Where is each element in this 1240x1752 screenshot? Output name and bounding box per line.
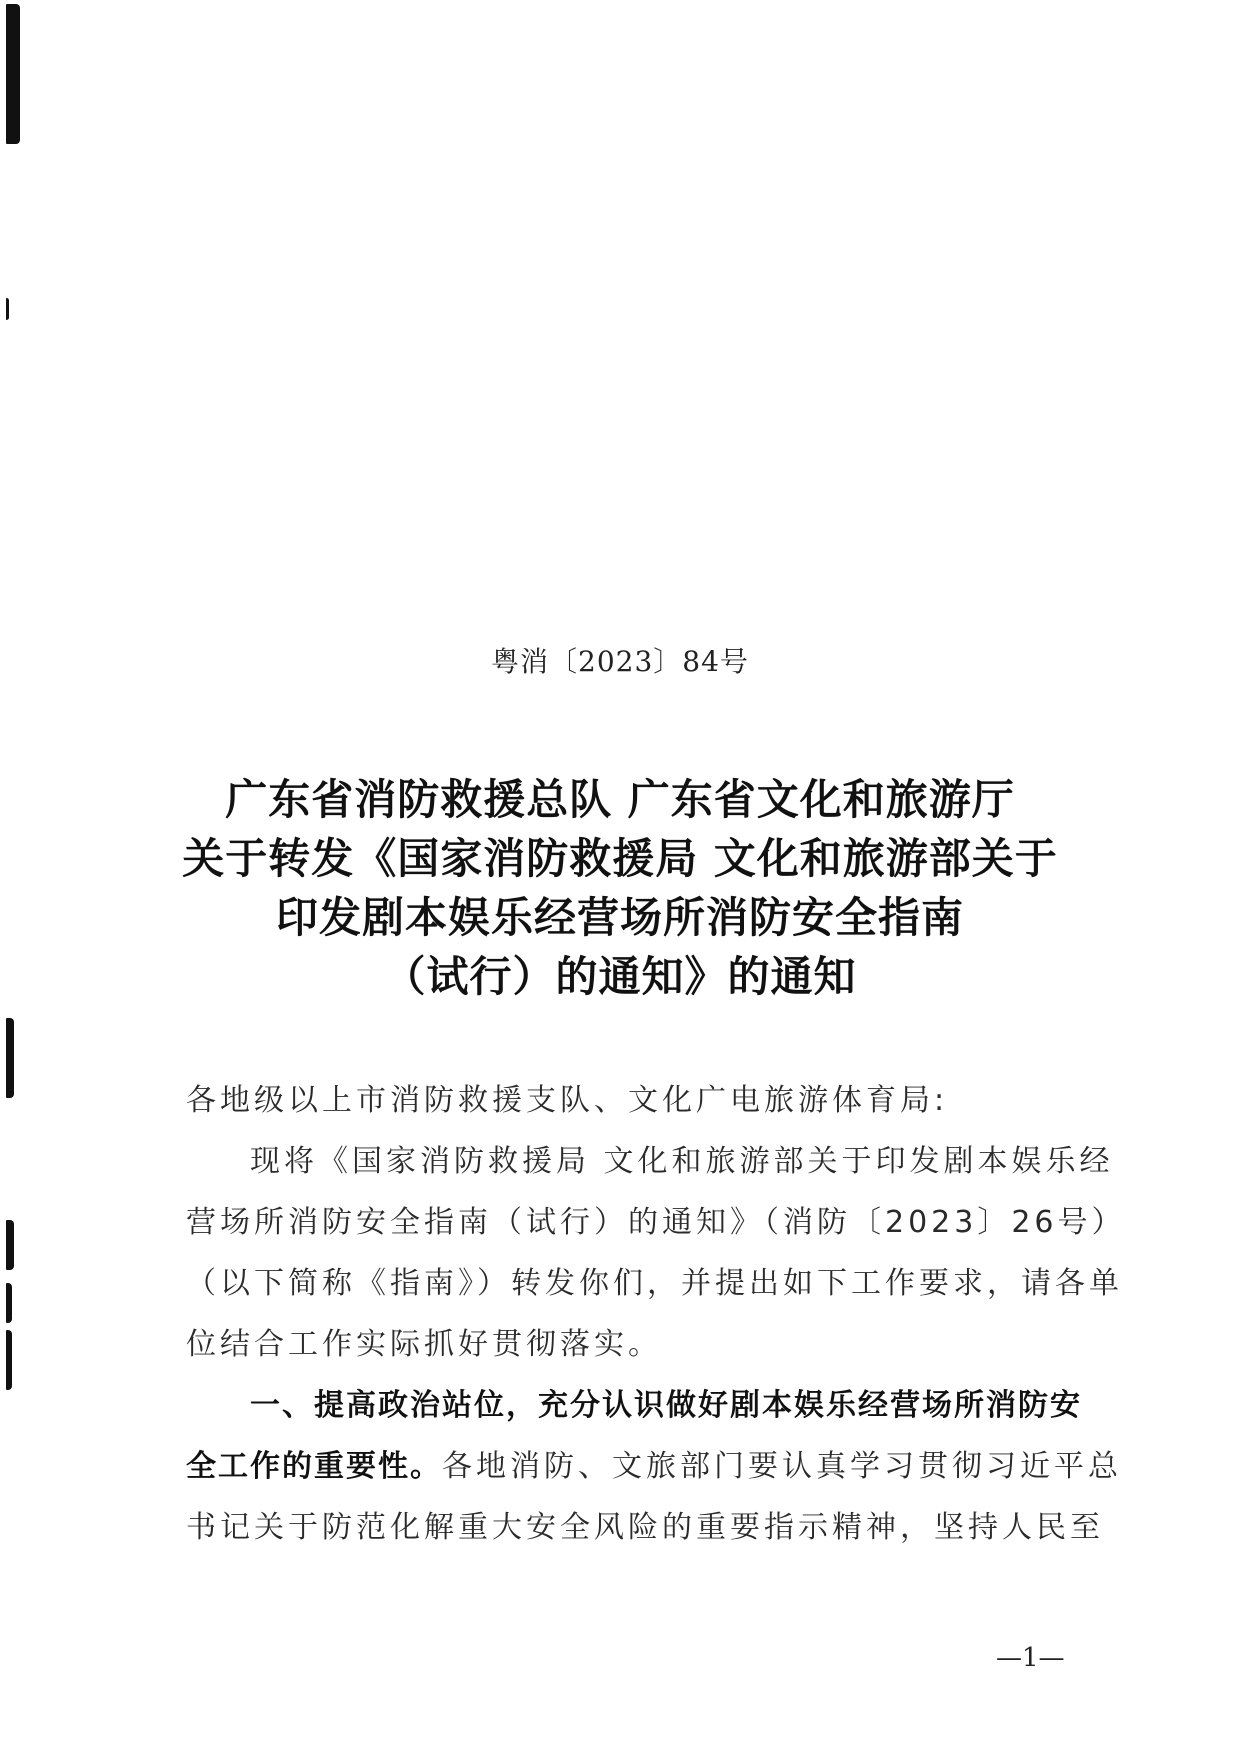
paragraph-1-line-4: 位结合工作实际抓好贯彻落实。 bbox=[186, 1327, 662, 1362]
title-line-4: （试行）的通知》的通知 bbox=[383, 952, 857, 1001]
paragraph-1-line-3: （以下简称《指南》）转发你们，并提出如下工作要求，请各单 bbox=[186, 1266, 1123, 1301]
section-1-line-2 bbox=[186, 1436, 1122, 1497]
title-line-1: 广东省消防救援总队 广东省文化和旅游厅 bbox=[225, 775, 1015, 824]
scan-edge-artifact-top bbox=[6, 4, 20, 144]
section-1-line-3: 书记关于防范化解重大安全风险的重要指示精神，坚持人民至 bbox=[186, 1510, 1104, 1545]
document-number: 粤消〔2023〕84号 bbox=[491, 645, 749, 678]
scan-edge-artifact-2 bbox=[6, 1220, 14, 1270]
title-line-2: 关于转发《国家消防救援局 文化和旅游部关于 bbox=[182, 834, 1058, 883]
paragraph-1-line-2: 营场所消防安全指南（试行）的通知》（消防〔2023〕26号） bbox=[186, 1205, 1126, 1240]
document-title bbox=[0, 770, 1240, 1006]
section-1-heading-continued: 全工作的重要性。 bbox=[186, 1449, 442, 1484]
section-1-heading: 一、提高政治站位，充分认识做好剧本娱乐经营场所消防安 bbox=[250, 1388, 1082, 1423]
scan-edge-artifact-1 bbox=[6, 1018, 14, 1098]
scan-edge-artifact-4 bbox=[6, 1330, 12, 1390]
section-1-text: 各地消防、文旅部门要认真学习贯彻习近平总 bbox=[442, 1449, 1122, 1484]
page-number: —1— bbox=[996, 1643, 1065, 1673]
scan-edge-artifact-mid bbox=[6, 298, 9, 320]
salutation: 各地级以上市消防救援支队、文化广电旅游体育局: bbox=[186, 1083, 949, 1118]
scan-edge-artifact-3 bbox=[6, 1283, 12, 1323]
title-line-3: 印发剧本娱乐经营场所消防安全指南 bbox=[275, 893, 964, 942]
document-body bbox=[186, 1070, 1126, 1558]
paragraph-1-line-1: 现将《国家消防救援局 文化和旅游部关于印发剧本娱乐经 bbox=[250, 1144, 1114, 1179]
